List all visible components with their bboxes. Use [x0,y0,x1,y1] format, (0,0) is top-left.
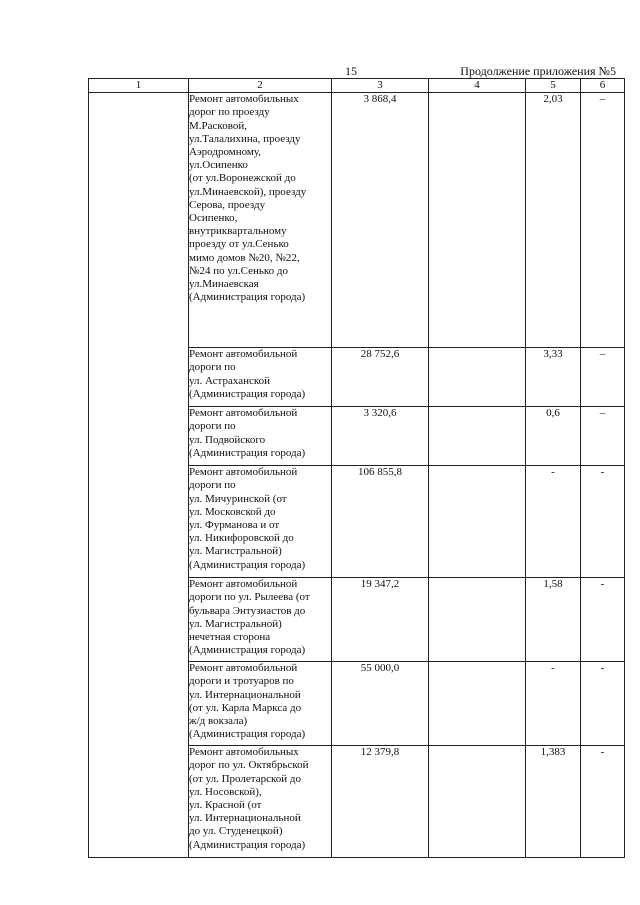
column-4-cell [429,348,526,407]
column-5-cell: - [526,466,581,578]
amount-cell: 3 320,6 [332,407,429,466]
column-number: 2 [189,79,332,93]
column-5-cell: - [526,662,581,746]
amount-cell: 12 379,8 [332,746,429,858]
column-6-cell: – [581,407,625,466]
column-6-cell: - [581,662,625,746]
column-6-cell: – [581,348,625,407]
column-number: 1 [89,79,189,93]
column-6-cell: - [581,466,625,578]
column-5-cell: 1,383 [526,746,581,858]
amount-cell: 28 752,6 [332,348,429,407]
column-5-cell: 2,03 [526,93,581,348]
column-6-cell: – [581,93,625,348]
column-4-cell [429,407,526,466]
column-5-cell: 1,58 [526,578,581,662]
project-description: Ремонт автомобильной дороги по ул. Астраханской (Администрация города) [189,348,332,407]
project-description: Ремонт автомобильных дорог по проезду М.Расковой, ул.Талалихина, проезду Аэродромному, ул.Осипенко (от ул.Воронежской до ул.Минаевской), проезду Серова, проезду Осипенко, внутриквартальному проезду от ул.Сенько мимо домов №20, №22, №24 по ул.Сенько до ул.Минаевская (Администрация города) [189,93,332,348]
column-number-row [89,79,625,93]
appendix-table [88,78,625,858]
amount-cell: 19 347,2 [332,578,429,662]
column-4-cell [429,662,526,746]
column-number: 4 [429,79,526,93]
amount-cell: 55 000,0 [332,662,429,746]
column-4-cell [429,746,526,858]
column-number: 5 [526,79,581,93]
continuation-label: Продолжение приложения №5 [460,64,616,78]
column-number: 6 [581,79,625,93]
amount-cell: 106 855,8 [332,466,429,578]
column-5-cell: 0,6 [526,407,581,466]
project-description: Ремонт автомобильной дороги и тротуаров по ул. Интернациональной (от ул. Карла Маркса до ж/д вокзала) (Администрация города) [189,662,332,746]
project-description: Ремонт автомобильной дороги по ул. Подвойского (Администрация города) [189,407,332,466]
column-1-cell [89,93,189,858]
column-4-cell [429,93,526,348]
project-description: Ремонт автомобильной дороги по ул. Рылеева (от бульвара Энтузиастов до ул. Магистральной) нечетная сторона (Администрация города) [189,578,332,662]
column-4-cell [429,466,526,578]
column-4-cell [429,578,526,662]
page-number: 15 [345,64,357,78]
column-6-cell: - [581,746,625,858]
project-description: Ремонт автомобильной дороги по ул. Мичуринской (от ул. Московской до ул. Фурманова и от ул. Никифоровской до ул. Магистральной) (Администрация города) [189,466,332,578]
column-number: 3 [332,79,429,93]
amount-cell: 3 868,4 [332,93,429,348]
project-description: Ремонт автомобильных дорог по ул. Октябрьской (от ул. Пролетарской до ул. Носовской), ул. Красной (от ул. Интернациональной до ул. Студенецкой) (Администрация города) [189,746,332,858]
column-5-cell: 3,33 [526,348,581,407]
table-row [89,93,625,348]
column-6-cell: - [581,578,625,662]
